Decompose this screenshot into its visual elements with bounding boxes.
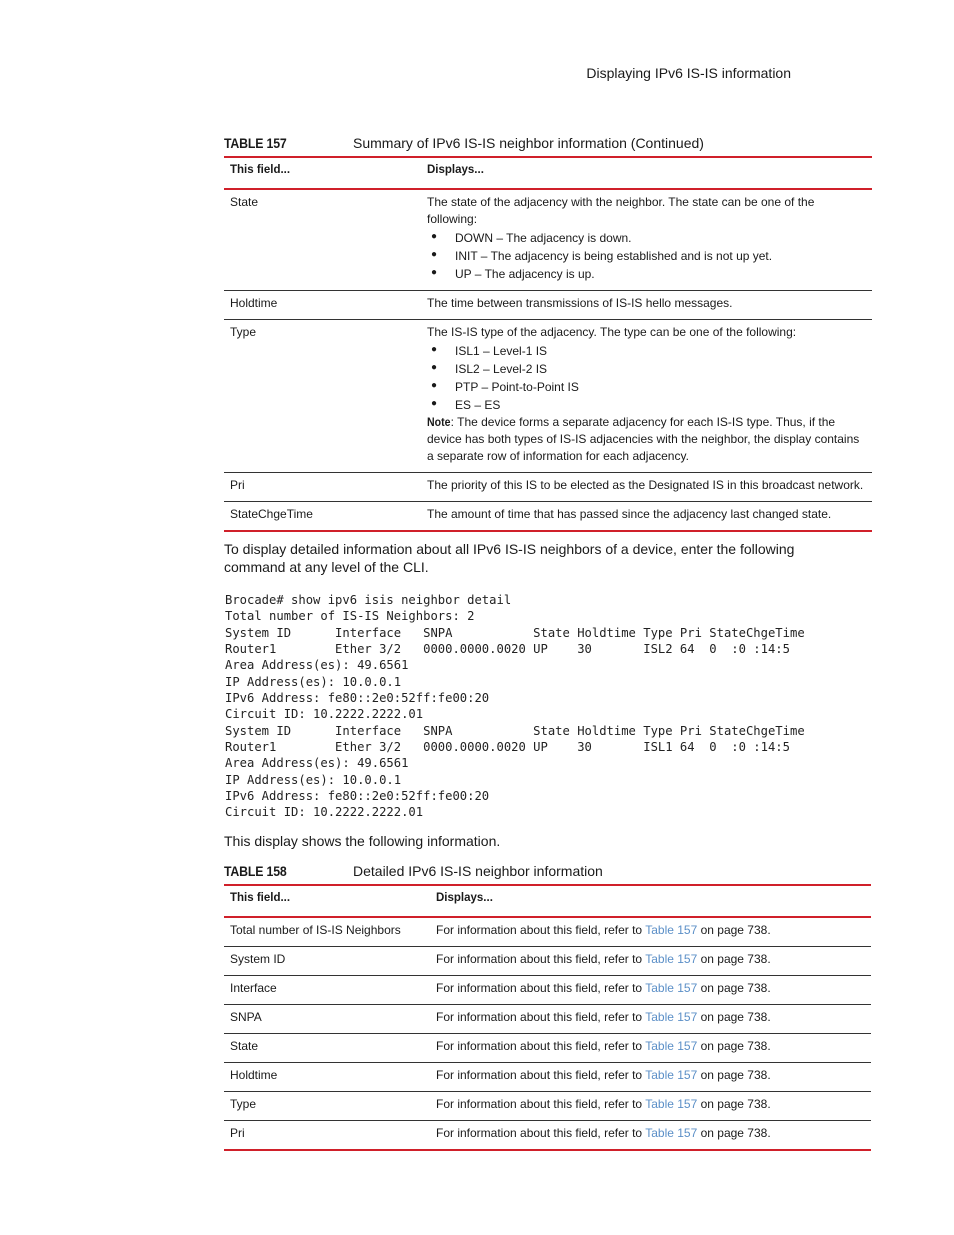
table-158-header-field: This field... (224, 885, 430, 917)
table-157-link[interactable]: Table 157 (645, 1010, 698, 1024)
list-item: ● INIT – The adjacency is being established and is not up yet. (427, 247, 866, 265)
field-name: Type (230, 1097, 257, 1111)
ref-suffix: on page 738. (697, 1039, 771, 1053)
field-name: SNPA (230, 1010, 262, 1024)
table-158-label: TABLE 158 (224, 863, 287, 879)
field-description (430, 1005, 871, 1034)
field-description: The time between transmissions of IS-IS hello messages. (427, 296, 733, 310)
table-157-link[interactable]: Table 157 (645, 952, 698, 966)
list-item: ● ISL1 – Level-1 IS (427, 342, 866, 360)
field-description (421, 189, 872, 291)
field-name: System ID (230, 952, 286, 966)
description-text: The state of the adjacency with the neighbor. The state can be one of the following: (427, 195, 815, 226)
field-name: Total number of IS-IS Neighbors (230, 923, 401, 937)
table-157-link[interactable]: Table 157 (645, 1068, 698, 1082)
field-name: State (230, 195, 259, 209)
table-row (224, 1005, 871, 1034)
ref-prefix: For information about this field, refer to (436, 1039, 646, 1053)
note (427, 414, 866, 465)
table-157-link[interactable]: Table 157 (645, 923, 698, 937)
field-description (430, 947, 871, 976)
ref-suffix: on page 738. (697, 952, 771, 966)
note-label: Note (427, 415, 451, 429)
table-row (224, 473, 872, 502)
field-name: Holdtime (230, 1068, 278, 1082)
field-description (430, 1034, 871, 1063)
field-description (430, 1063, 871, 1092)
field-name: Pri (230, 478, 245, 492)
ref-prefix: For information about this field, refer to (436, 981, 646, 995)
field-name: Interface (230, 981, 277, 995)
field-name: State (230, 1039, 259, 1053)
table-row (224, 917, 871, 947)
table-157-label: TABLE 157 (224, 135, 287, 151)
table-row (224, 1034, 871, 1063)
field-description: The amount of time that has passed since the adjacency last changed state. (427, 507, 832, 521)
list-item: ● UP – The adjacency is up. (427, 265, 866, 283)
table-row (224, 976, 871, 1005)
table-157-header-displays: Displays... (421, 157, 872, 189)
note-text: : The device forms a separate adjacency for each IS-IS type. Thus, if the device has both types of IS-IS adjacencies with the neighbor, the display contains a separate row of information for each adjacency. (427, 415, 860, 463)
table-157-link[interactable]: Table 157 (645, 1097, 698, 1111)
ref-prefix: For information about this field, refer to (436, 1097, 646, 1111)
field-description (430, 1092, 871, 1121)
cli-output: Brocade# show ipv6 isis neighbor detail Total number of IS-IS Neighbors: 2 System ID Interface SNPA State Holdtime Type Pri StateChgeTime Router1 Ether 3/2 0000.0000.0020 UP 30 ISL2 64 0 :0 :14:5 Area Address(es): 49.6561 IP Address(es): 10.0.0.1 IPv6 Address: fe80::2e0:52ff:fe00:20 Circuit ID: 10.2222.2222.01 System ID Interface SNPA State Holdtime Type Pri StateChgeTime Router1 Ether 3/2 0000.0000.0020 UP 30 ISL1 64 0 :0 :14:5 Area Address(es): 49.6561 IP Address(es): 10.0.0.1 IPv6 Address: fe80::2e0:52ff:fe00:20 Circuit ID: 10.2222.2222.01 (225, 593, 805, 820)
ref-prefix: For information about this field, refer to (436, 1010, 646, 1024)
intro-paragraph: To display detailed information about all IPv6 IS-IS neighbors of a device, enter the following command at any level of the CLI. (224, 541, 795, 575)
table-row (224, 291, 872, 320)
table-158-header-displays: Displays... (430, 885, 871, 917)
ref-prefix: For information about this field, refer to (436, 952, 646, 966)
table-row (224, 502, 872, 532)
running-header: Displaying IPv6 IS-IS information (586, 65, 791, 81)
table-row (224, 1092, 871, 1121)
table-158-title: Detailed IPv6 IS-IS neighbor information (353, 863, 603, 879)
ref-prefix: For information about this field, refer to (436, 1068, 646, 1082)
ref-suffix: on page 738. (697, 923, 771, 937)
table-158 (224, 884, 871, 1151)
field-description (430, 1121, 871, 1151)
field-description (430, 917, 871, 947)
ref-prefix: For information about this field, refer to (436, 923, 646, 937)
table-row (224, 947, 871, 976)
description-text: The IS-IS type of the adjacency. The type can be one of the following: (427, 325, 797, 339)
ref-suffix: on page 738. (697, 1010, 771, 1024)
table-157-header-field: This field... (224, 157, 421, 189)
table-157-link[interactable]: Table 157 (645, 1126, 698, 1140)
list-item: ● PTP – Point-to-Point IS (427, 378, 866, 396)
list-item: ● ES – ES (427, 396, 866, 414)
field-description: The priority of this IS to be elected as the Designated IS in this broadcast network. (427, 478, 864, 492)
table-157-link[interactable]: Table 157 (645, 981, 698, 995)
ref-suffix: on page 738. (697, 1126, 771, 1140)
list-item: ● ISL2 – Level-2 IS (427, 360, 866, 378)
table-row (224, 1063, 871, 1092)
display-paragraph: This display shows the following information. (224, 833, 501, 849)
table-157-link[interactable]: Table 157 (645, 1039, 698, 1053)
ref-suffix: on page 738. (697, 1068, 771, 1082)
bullet-list (427, 229, 866, 283)
ref-suffix: on page 738. (697, 981, 771, 995)
ref-prefix: For information about this field, refer to (436, 1126, 646, 1140)
bullet-list (427, 342, 866, 414)
table-row (224, 320, 872, 473)
list-item: ● DOWN – The adjacency is down. (427, 229, 866, 247)
table-157-caption (224, 135, 704, 151)
table-row (224, 189, 872, 291)
field-name: Pri (230, 1126, 245, 1140)
table-158-caption (224, 863, 603, 879)
field-name: Holdtime (230, 296, 278, 310)
table-157 (224, 156, 872, 532)
field-name: Type (230, 325, 257, 339)
table-157-title: Summary of IPv6 IS-IS neighbor information (Continued) (353, 135, 704, 151)
field-description (430, 976, 871, 1005)
table-row (224, 1121, 871, 1151)
field-name: StateChgeTime (230, 507, 313, 521)
ref-suffix: on page 738. (697, 1097, 771, 1111)
field-description (421, 320, 872, 473)
